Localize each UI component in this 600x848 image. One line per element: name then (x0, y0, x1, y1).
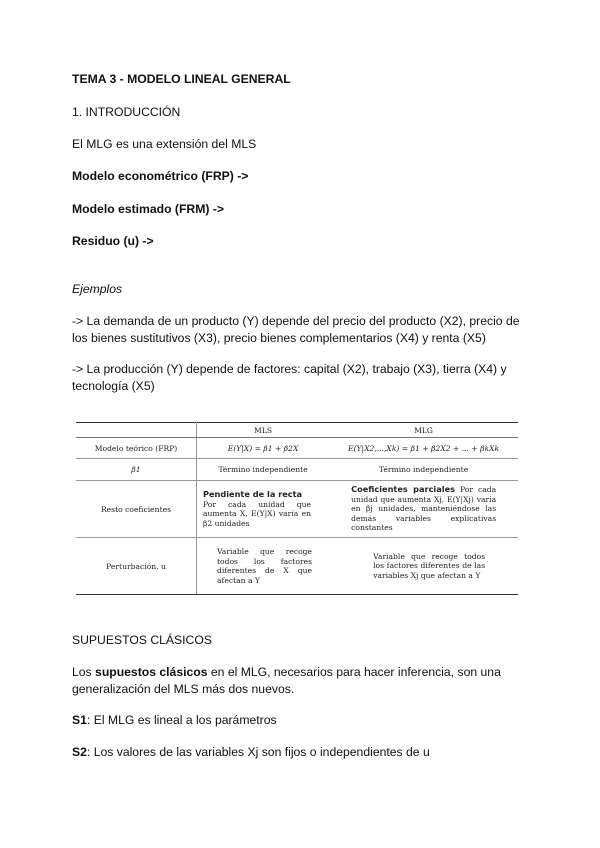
supuestos-bold: supuestos clásicos (95, 665, 208, 679)
cell-mlg-resto-bold: Coeficientes parciales (351, 484, 456, 495)
supuesto-s2 (72, 744, 430, 761)
cell-mls-beta1: Término independiente (197, 459, 330, 481)
document-title: TEMA 3 - MODELO LINEAL GENERAL (72, 72, 291, 86)
table-row (76, 481, 518, 538)
s2-label: S2 (72, 745, 87, 759)
cell-mlg-perturbacion-text: Variable que recoge todos los factores diferentes de las variables Xj que afectan a Y (373, 551, 486, 580)
cell-mls-perturbacion-text: Variable que recoge todos los factores diferentes de X que afectan a Y (217, 547, 312, 585)
frm-label: Modelo estimado (FRM) -> (72, 202, 225, 216)
header-mlg: MLG (329, 423, 518, 438)
cell-mls-resto-content (203, 490, 311, 528)
frp-label: Modelo econométrico (FRP) -> (72, 169, 249, 183)
section-heading-introduccion: 1. INTRODUCCIÓN (72, 105, 181, 119)
table-row (76, 438, 518, 459)
section-heading-supuestos: SUPUESTOS CLÁSICOS (72, 633, 212, 647)
cell-mls-resto-text: Por cada unidad que aumenta X, E(Y|X) varía en β2 unidades (203, 499, 311, 528)
row-label-beta1: β1 (76, 459, 197, 481)
intro-paragraph: El MLG es una extensión del MLS (72, 137, 257, 151)
supuesto-s1 (72, 712, 277, 729)
cell-mlg-resto (329, 481, 518, 538)
header-mls: MLS (197, 423, 330, 438)
ejemplo-1: -> La demanda de un producto (Y) depende del precio del producto (X2), precio de los bienes sustitutivos (X3), precio bienes complementarios (X4) y renta (X5) (72, 314, 520, 345)
ejemplos-heading: Ejemplos (72, 282, 123, 296)
s1-label: S1 (72, 713, 87, 727)
supuestos-post: en el MLG, necesarios para hacer inferencia, son una generalización del MLS más dos nuevos. (72, 665, 501, 696)
supuestos-paragraph (72, 664, 532, 698)
cell-mlg-modelo: E(Y|X2,...,Xk) = β1 + β2X2 + ... + βkXk (329, 438, 518, 459)
cell-mls-resto (197, 481, 330, 538)
cell-mls-perturbacion (197, 538, 330, 595)
table-header-row (76, 423, 518, 438)
mls-mlg-comparison-table (76, 422, 518, 595)
cell-mls-modelo: E(Y|X) = β1 + β2X (197, 438, 330, 459)
s2-text: : Los valores de las variables Xj son fijos o independientes de u (86, 745, 430, 759)
supuestos-pre: Los (72, 665, 96, 679)
table-row (76, 459, 518, 481)
row-label-perturbacion: Perturbación, u (76, 538, 197, 595)
s1-text: : El MLG es lineal a los parámetros (86, 713, 277, 727)
row-label-modelo-teorico: Modelo teórico (FRP) (76, 438, 197, 459)
row-label-resto-coeficientes: Resto coeficientes (76, 481, 197, 538)
residuo-label: Residuo (u) -> (72, 234, 154, 248)
cell-mlg-perturbacion (329, 538, 518, 595)
cell-mlg-resto-text: Por cada unidad que aumenta Xj, E(Y|Xj) varía en βj unidades, manteniéndose las demás variables explicativas constantes (351, 485, 497, 533)
cell-mlg-resto-content (351, 485, 496, 533)
cell-mls-resto-bold: Pendiente de la recta (203, 489, 303, 499)
header-empty-cell (76, 423, 197, 438)
table-row (76, 538, 518, 595)
cell-mlg-beta1: Término independiente (329, 459, 518, 481)
ejemplo-2: -> La producción (Y) depende de factores: capital (X2), trabajo (X3), tierra (X4) y tecnología (X5) (72, 362, 507, 393)
